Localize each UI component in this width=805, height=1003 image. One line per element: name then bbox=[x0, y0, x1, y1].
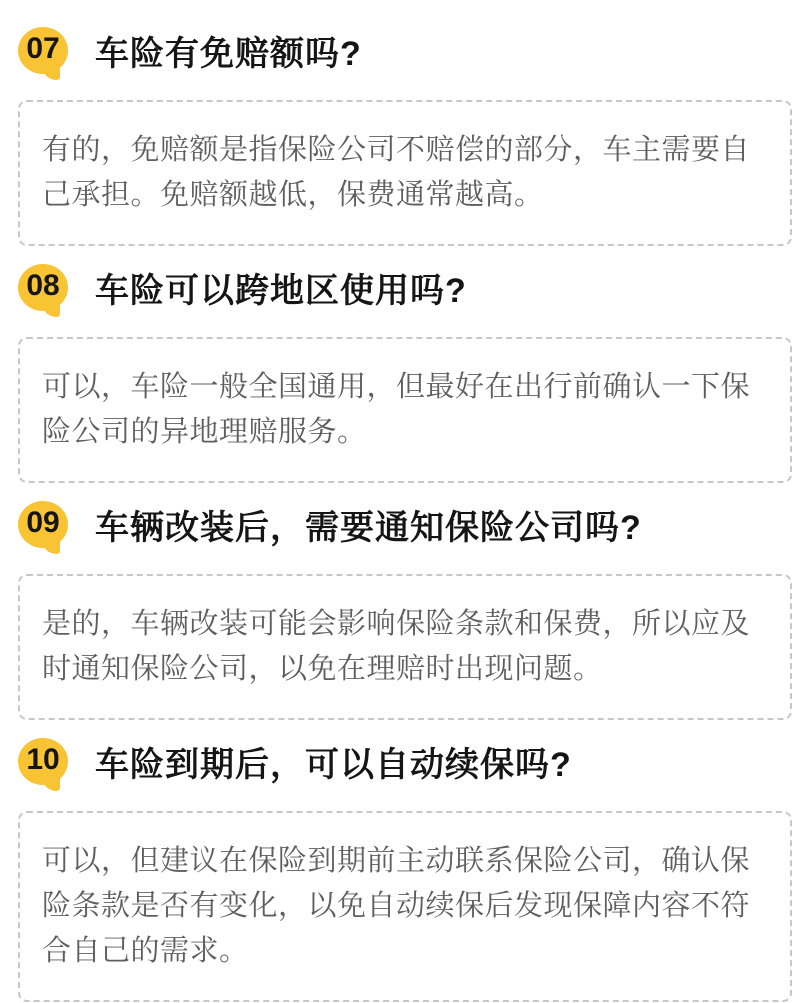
answer-box bbox=[18, 337, 792, 483]
question-title: 车险有免赔额吗? bbox=[95, 34, 362, 73]
question-header bbox=[18, 737, 792, 785]
question-title: 车险到期后，可以自动续保吗? bbox=[95, 745, 572, 784]
answer-box bbox=[18, 100, 792, 246]
question-title: 车辆改装后，需要通知保险公司吗? bbox=[95, 508, 642, 547]
answer-text: 可以，车险一般全国通用，但最好在出行前确认一下保险公司的异地理赔服务。 bbox=[42, 371, 751, 448]
question-number-badge bbox=[18, 501, 68, 548]
faq-item bbox=[18, 263, 792, 483]
answer-box bbox=[18, 811, 792, 1002]
question-number-badge bbox=[18, 264, 68, 311]
question-header bbox=[18, 26, 792, 74]
faq-item bbox=[18, 737, 792, 1002]
faq-item bbox=[18, 500, 792, 720]
question-title: 车险可以跨地区使用吗? bbox=[95, 271, 467, 310]
question-number-badge bbox=[18, 738, 68, 785]
question-number: 10 bbox=[26, 743, 60, 776]
answer-text: 是的，车辆改装可能会影响保险条款和保费，所以应及时通知保险公司，以免在理赔时出现问题。 bbox=[42, 608, 751, 685]
question-header bbox=[18, 500, 792, 548]
question-number: 09 bbox=[26, 506, 60, 539]
question-number-badge bbox=[18, 27, 68, 74]
answer-text: 有的，免赔额是指保险公司不赔偿的部分，车主需要自己承担。免赔额越低，保费通常越高。 bbox=[42, 134, 751, 211]
answer-text: 可以，但建议在保险到期前主动联系保险公司，确认保险条款是否有变化，以免自动续保后发现保障内容不符合自己的需求。 bbox=[42, 845, 751, 967]
question-number: 07 bbox=[26, 32, 60, 65]
faq-item bbox=[18, 26, 792, 246]
question-number: 08 bbox=[26, 269, 60, 302]
answer-box bbox=[18, 574, 792, 720]
question-header bbox=[18, 263, 792, 311]
